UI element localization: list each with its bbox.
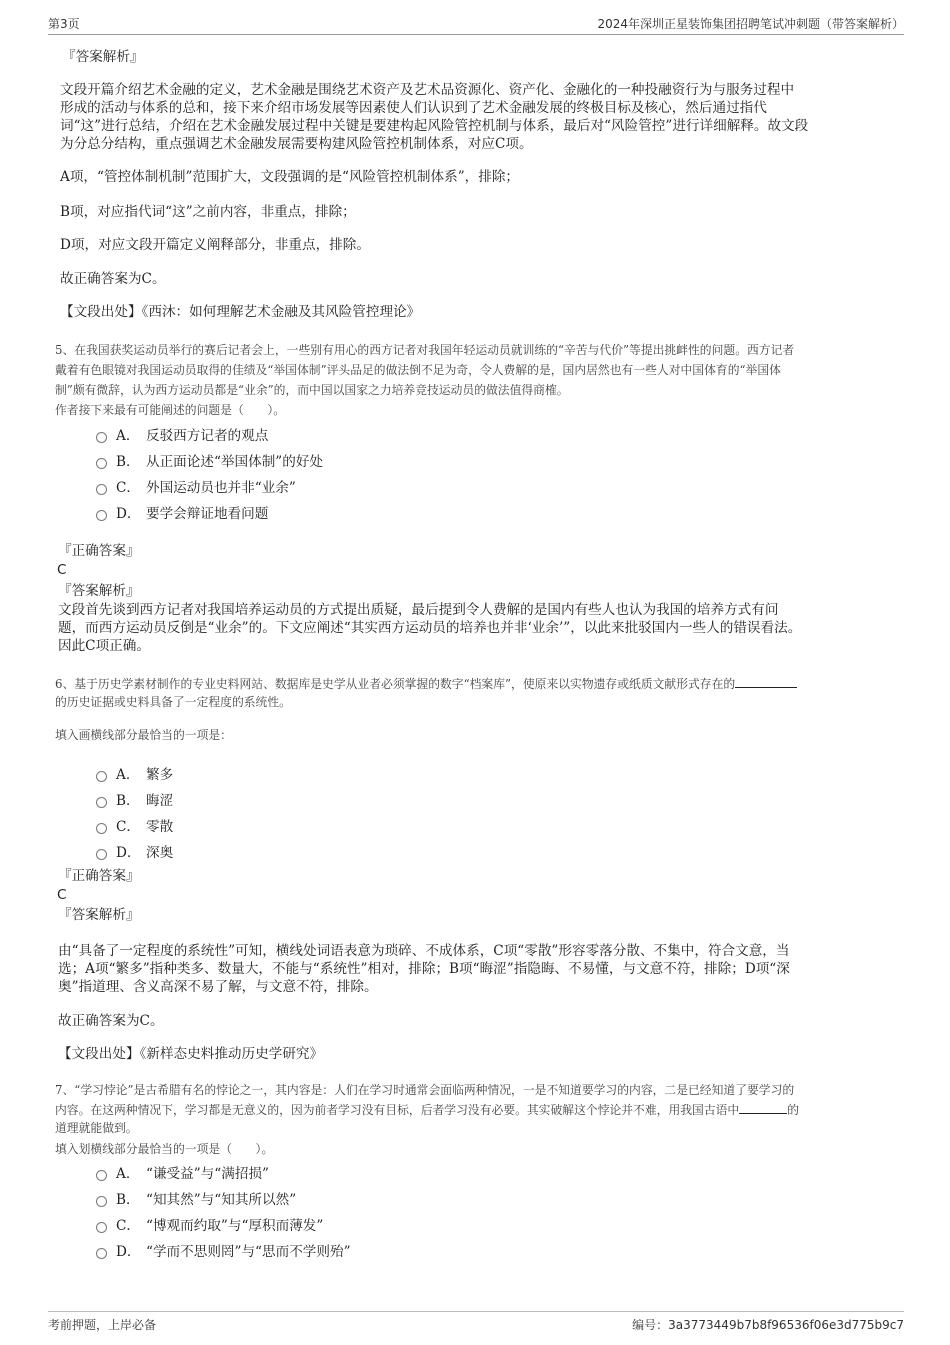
radio-icon[interactable]	[96, 823, 107, 834]
q4-analysis-line-2: 形成的活动与体系的总和，接下来介绍市场发展等因素使人们认识到了艺术金融发展的终极目标及核心，然后通过指代	[60, 100, 767, 116]
q6-answer-label: 『正确答案』	[58, 868, 140, 884]
q5-option-a[interactable]: A． 反驳西方记者的观点	[96, 424, 268, 444]
radio-icon[interactable]	[96, 1248, 107, 1259]
q6-source: 【文段出处】《新样态史料推动历史学研究》	[58, 1046, 324, 1062]
q7-prompt: 填入划横线部分最恰当的一项是（ ）。	[55, 1142, 274, 1156]
q6-analysis-line-2: 选；A项“繁多”指种类多、数量大，不能与“系统性”相对，排除；B项“晦涩”指隐晦、不易懂，与文意不符，排除；D项“深	[58, 961, 790, 977]
q5-analysis-line-3: 因此C项正确。	[58, 638, 150, 654]
q5-option-c[interactable]: C． 外国运动员也并非“业余”	[96, 476, 296, 496]
q5-question: 作者接下来最有可能阐述的问题是（ ）。	[55, 403, 286, 417]
q5-stem-line-2: 戴着有色眼镜对我国运动员取得的佳绩及“举国体制”评头品足的做法倒不足为奇，令人费解的是，国内居然也有一些人对中国体育的“举国体	[55, 363, 781, 377]
q6-prompt: 填入画横线部分最恰当的一项是：	[55, 728, 232, 742]
radio-icon[interactable]	[96, 1196, 107, 1207]
page-header	[48, 12, 904, 35]
document-code: 编号：3a3773449b7b8f96536f06e3d775b9c7	[632, 1318, 904, 1332]
q5-stem-line-1: 5、在我国获奖运动员举行的赛后记者会上，一些别有用心的西方记者对我国年轻运动员就训练的“辛苦与代价”等提出挑衅性的问题。西方记者	[55, 343, 795, 357]
q5-option-d[interactable]: D． 要学会辩证地看问题	[96, 502, 268, 522]
q6-option-a[interactable]: A． 繁多	[96, 763, 173, 783]
q7-option-b[interactable]: B． “知其然”与“知其所以然”	[96, 1188, 296, 1208]
q4-analysis-line-4: 为分总分结构，重点强调艺术金融发展需要构建风险管控机制体系，对应C项。	[60, 136, 533, 152]
fill-blank	[735, 675, 797, 688]
page-number: 第3页	[48, 17, 80, 31]
radio-icon[interactable]	[96, 797, 107, 808]
q5-answer-label: 『正确答案』	[58, 543, 140, 559]
radio-icon[interactable]	[96, 849, 107, 860]
q5-analysis-line-1: 文段首先谈到西方记者对我国培养运动员的方式提出质疑，最后提到令人费解的是国内有些人也认为我国的培养方式有问	[58, 602, 779, 618]
document-title: 2024年深圳正星装饰集团招聘笔试冲刺题（带答案解析）	[597, 17, 904, 31]
q7-option-a[interactable]: A． “谦受益”与“满招损”	[96, 1162, 269, 1182]
radio-icon[interactable]	[96, 1170, 107, 1181]
q4-option-b-analysis: B项，对应指代词“这”之前内容，非重点，排除；	[60, 204, 356, 220]
radio-icon[interactable]	[96, 510, 107, 521]
radio-icon[interactable]	[96, 432, 107, 443]
q5-analysis-line-2: 题，而西方运动员反倒是“业余”的。下文应阐述“其实西方运动员的培养也并非‘业余’”，以此来批驳国内一些人的错误看法。	[58, 620, 802, 636]
q7-stem-line-1: 7、“学习悖论”是古希腊有名的悖论之一，其内容是：人们在学习时通常会面临两种情况，一是不知道要学习的内容，二是已经知道了要学习的	[55, 1083, 795, 1097]
q6-analysis-line-1: 由“具备了一定程度的系统性”可知，横线处词语表意为琐碎、不成体系，C项“零散”形容零落分散、不集中，符合文意，当	[58, 943, 790, 959]
q4-analysis-label: 『答案解析』	[62, 49, 144, 65]
q5-stem-line-3: 制”颇有微辞，认为西方运动员都是“业余”的，而中国以国家之力培养竞技运动员的做法值得商榷。	[55, 383, 569, 397]
radio-icon[interactable]	[96, 484, 107, 495]
q4-analysis-line-3: 词“这”进行总结，介绍在艺术金融发展过程中关键是要建构起风险管控机制与体系，最后对“风险管控”进行详细解释。故文段	[60, 118, 809, 134]
q6-analysis-label: 『答案解析』	[58, 907, 140, 923]
footer-note: 考前押题，上岸必备	[48, 1318, 157, 1332]
q4-source: 【文段出处】《西沐：如何理解艺术金融及其风险管控理论》	[60, 304, 421, 320]
q4-analysis-line-1: 文段开篇介绍艺术金融的定义，艺术金融是围绕艺术资产及艺术品资源化、资产化、金融化的一种投融资行为与服务过程中	[60, 82, 795, 98]
radio-icon[interactable]	[96, 458, 107, 469]
q4-option-d-analysis: D项，对应文段开篇定义阐释部分，非重点，排除。	[60, 237, 370, 253]
q7-option-c[interactable]: C． “博观而约取”与“厚积而薄发”	[96, 1214, 323, 1234]
q4-conclusion: 故正确答案为C。	[60, 271, 166, 287]
q6-option-b[interactable]: B． 晦涩	[96, 789, 173, 809]
q5-analysis-label: 『答案解析』	[58, 583, 140, 599]
q6-option-d[interactable]: D． 深奥	[96, 841, 173, 861]
q6-answer: C	[57, 887, 67, 903]
q6-conclusion: 故正确答案为C。	[58, 1013, 164, 1029]
q7-option-d[interactable]: D． “学而不思则罔”与“思而不学则殆”	[96, 1240, 351, 1260]
q7-stem-line-2: 内容。在这两种情况下，学习都是无意义的，因为前者学习没有目标，后者学习没有必要。其实破解这个悖论并不难，用我国古语中 的	[55, 1103, 800, 1117]
fill-blank	[739, 1101, 787, 1114]
q6-stem-line-2: 的历史证据或史料具备了一定程度的系统性。	[55, 695, 291, 709]
q5-answer: C	[57, 562, 67, 578]
q6-analysis-line-3: 奥”指道理、含义高深不易了解，与文意不符，排除。	[58, 979, 378, 995]
q4-option-a-analysis: A项，“管控体制机制”范围扩大，文段强调的是“风险管控机制体系”，排除；	[60, 169, 520, 185]
q7-stem-line-3: 道理就能做到。	[55, 1121, 138, 1135]
q6-option-c[interactable]: C． 零散	[96, 815, 173, 835]
q5-option-b[interactable]: B． 从正面论述“举国体制”的好处	[96, 450, 323, 470]
radio-icon[interactable]	[96, 1222, 107, 1233]
radio-icon[interactable]	[96, 771, 107, 782]
page-footer	[48, 1311, 904, 1334]
q6-stem-line-1: 6、基于历史学素材制作的专业史料网站、数据库是史学从业者必须掌握的数字“档案库”，使原来以实物遗存或纸质文献形式存在的	[55, 675, 797, 692]
